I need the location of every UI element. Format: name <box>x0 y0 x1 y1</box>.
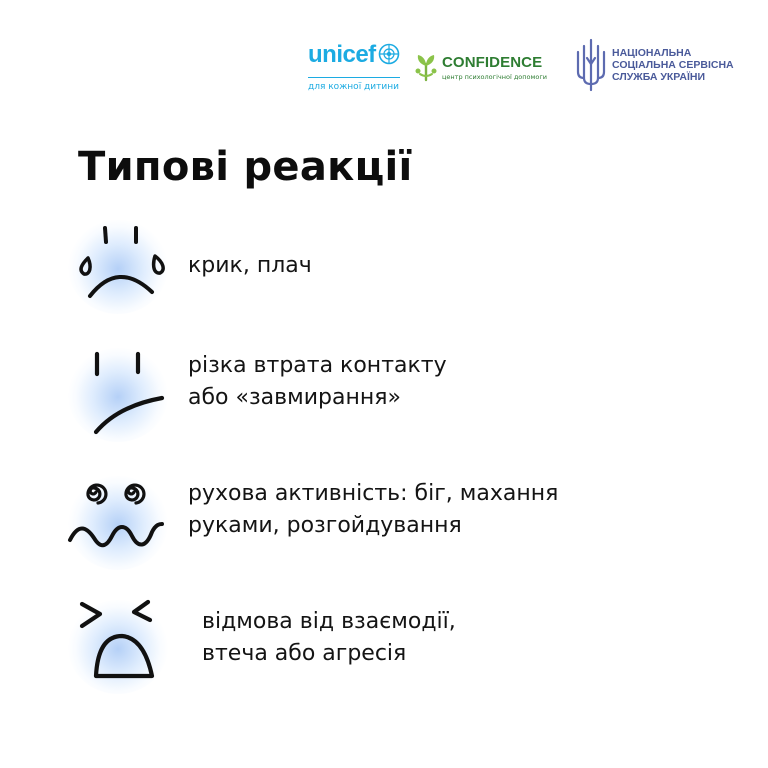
reaction-row-crying <box>60 212 760 322</box>
nssu-line-3: СЛУЖБА УКРАЇНИ <box>612 71 705 83</box>
nssu-line-1: НАЦІОНАЛЬНА <box>612 47 692 59</box>
reaction-line-1: крик, плач <box>188 253 312 278</box>
reaction-line-2: руками, розгойдування <box>188 513 462 538</box>
unicef-tagline: для кожної дитини <box>308 82 399 92</box>
nssu-line-2: СОЦІАЛЬНА СЕРВІСНА <box>612 59 734 71</box>
angry-face-icon <box>60 592 180 702</box>
reaction-line-1: рухова активність: біг, махання <box>188 481 559 506</box>
nssu-logo <box>574 38 754 92</box>
unicef-wordmark: unicef <box>308 41 376 68</box>
confidence-tagline: центр психологічної допомоги <box>442 73 548 81</box>
reaction-line-1: різка втрата контакту <box>188 353 447 378</box>
confidence-sprout-icon <box>412 52 440 82</box>
reaction-row-frozen <box>60 340 760 450</box>
reaction-row-angry <box>60 592 760 702</box>
reaction-label <box>202 606 456 670</box>
reaction-row-dizzy <box>60 468 760 578</box>
nssu-emblem-icon <box>574 38 608 92</box>
unicef-divider <box>308 77 400 78</box>
confidence-wordmark: CONFIDENCE <box>442 54 543 71</box>
dizzy-face-icon <box>60 468 180 578</box>
reaction-line-1: відмова від взаємодії, <box>202 609 456 634</box>
unicef-globe-icon <box>378 43 400 71</box>
reaction-line-2: втеча або агресія <box>202 641 407 666</box>
crying-face-icon <box>60 212 180 322</box>
partner-logos <box>300 38 760 98</box>
reaction-line-2: або «завмирання» <box>188 385 401 410</box>
reaction-label <box>188 478 558 542</box>
reaction-label <box>188 250 312 282</box>
reaction-label <box>188 350 447 414</box>
page-title: Типові реакції <box>78 144 413 190</box>
unicef-logo <box>308 42 404 93</box>
confidence-logo <box>412 52 562 86</box>
frozen-face-icon <box>60 340 180 450</box>
